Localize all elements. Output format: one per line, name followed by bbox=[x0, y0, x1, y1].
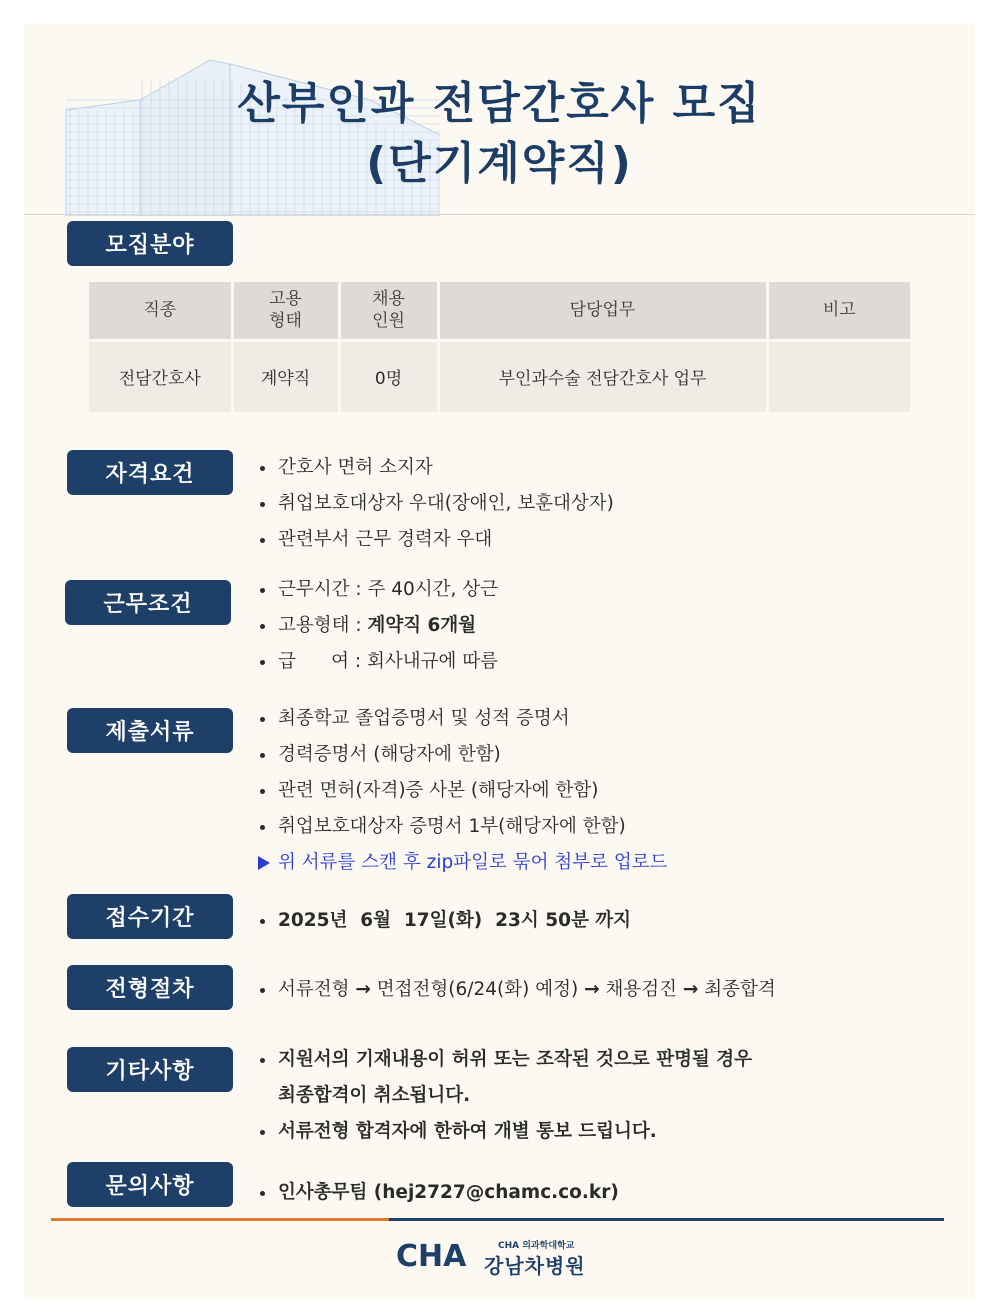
header-remarks: 비고 bbox=[767, 282, 910, 340]
cell-employment-type: 계약직 bbox=[232, 340, 339, 412]
job-posting-page bbox=[24, 24, 975, 1299]
list-item: 근무시간 : 주 40시간, 상근 bbox=[257, 572, 498, 608]
cell-job: 전담간호사 bbox=[89, 340, 232, 412]
arrow-right-icon: → bbox=[682, 979, 699, 1000]
list-item: 관련 면허(자격)증 사본 (해당자에 한함) bbox=[257, 773, 667, 809]
process-step: 최종합격 bbox=[704, 979, 776, 1000]
footer-divider-orange bbox=[51, 1218, 389, 1221]
process-step: 서류전형 bbox=[278, 979, 350, 1000]
section-label-period: 접수기간 bbox=[67, 894, 233, 939]
header-job: 직종 bbox=[89, 282, 232, 340]
section-label-process: 전형절차 bbox=[67, 965, 233, 1010]
period-list bbox=[257, 903, 631, 939]
section-label-qualifications: 자격요건 bbox=[67, 450, 233, 495]
etc-list bbox=[257, 1042, 752, 1150]
cell-duties: 부인과수술 전담간호사 업무 bbox=[438, 340, 767, 412]
type-prefix: 고용형태 : bbox=[278, 615, 368, 636]
page-subtitle: (단기계약직) bbox=[366, 138, 633, 189]
section-label-contact: 문의사항 bbox=[67, 1162, 233, 1207]
cell-remarks bbox=[767, 340, 910, 412]
hospital-logo bbox=[396, 1236, 606, 1276]
period-value: 2025년 6월 17일(화) 23시 50분 까지 bbox=[257, 903, 631, 939]
list-item: 서류전형 합격자에 한하여 개별 통보 드립니다. bbox=[257, 1114, 752, 1150]
arrow-right-icon: → bbox=[355, 979, 371, 1000]
recruit-table bbox=[89, 282, 910, 412]
logo-subtitle: CHA 의과학대학교 bbox=[498, 1241, 575, 1251]
table-row bbox=[89, 340, 910, 412]
list-item: 간호사 면허 소지자 bbox=[257, 450, 614, 486]
qualifications-list bbox=[257, 450, 614, 558]
header-duties: 담당업무 bbox=[438, 282, 767, 340]
table-header-row bbox=[89, 282, 910, 340]
header-headcount: 채용 인원 bbox=[339, 282, 438, 340]
process-step: 면접전형(6/24(화) 예정) bbox=[376, 979, 579, 1000]
cha-logo-icon bbox=[396, 1236, 480, 1272]
list-item: 취업보호대상자 우대(장애인, 보훈대상자) bbox=[257, 486, 614, 522]
page-title: 산부인과 전담간호사 모집 bbox=[237, 78, 762, 129]
list-item: 급 여 : 회사내규에 따름 bbox=[257, 644, 498, 680]
section-label-documents: 제출서류 bbox=[67, 708, 233, 753]
type-value: 계약직 6개월 bbox=[367, 615, 477, 636]
list-item: 취업보호대상자 증명서 1부(해당자에 한함) bbox=[257, 809, 667, 845]
section-label-conditions: 근무조건 bbox=[65, 580, 231, 625]
svg-text:CHA: CHA bbox=[396, 1239, 467, 1272]
header-employment-type: 고용 형태 bbox=[232, 282, 339, 340]
list-item: 관련부서 근무 경력자 우대 bbox=[257, 522, 614, 558]
cell-headcount: 0명 bbox=[339, 340, 438, 412]
logo-name: 강남차병원 bbox=[484, 1254, 586, 1278]
list-item bbox=[257, 608, 498, 644]
list-item: 지원서의 기재내용이 허위 또는 조작된 것으로 판명될 경우 bbox=[257, 1042, 752, 1078]
contact-value: 인사총무팀 (hej2727@chamc.co.kr) bbox=[257, 1175, 619, 1211]
documents-list bbox=[257, 701, 667, 881]
process-step: 채용검진 bbox=[605, 979, 677, 1000]
contact-list bbox=[257, 1175, 619, 1211]
section-label-recruit: 모집분야 bbox=[67, 221, 233, 266]
process-steps bbox=[257, 972, 776, 1008]
list-item: 경력증명서 (해당자에 한함) bbox=[257, 737, 667, 773]
list-item-continued: 최종합격이 취소됩니다. bbox=[278, 1085, 471, 1106]
process-list bbox=[257, 972, 776, 1008]
list-item: 최종학교 졸업증명서 및 성적 증명서 bbox=[257, 701, 667, 737]
documents-note: 위 서류를 스캔 후 zip파일로 묶어 첨부로 업로드 bbox=[257, 845, 667, 881]
footer-divider-navy bbox=[389, 1218, 944, 1221]
header-divider bbox=[24, 214, 975, 215]
section-label-etc: 기타사항 bbox=[67, 1047, 233, 1092]
conditions-list bbox=[257, 572, 498, 680]
arrow-right-icon: → bbox=[584, 979, 600, 1000]
